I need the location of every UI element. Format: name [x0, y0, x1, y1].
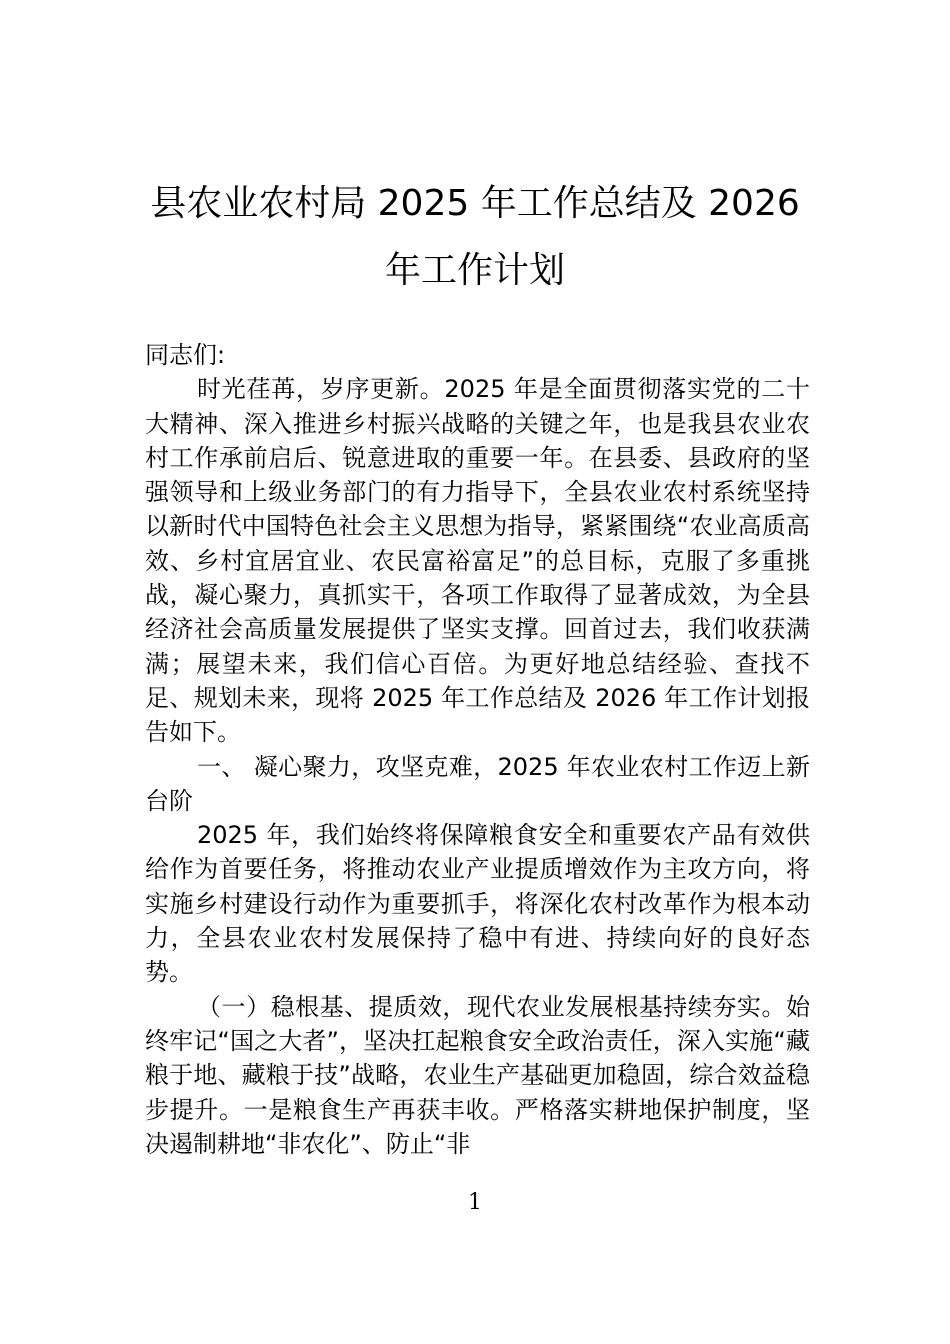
salutation: 同志们: — [145, 341, 226, 369]
paragraph-subsection-1: （一）稳根基、提质效，现代农业发展根基持续夯实。始终牢记“国之大者”，坚决扛起粮食安全政治责任，深入实施“藏粮于地、藏粮于技”战略，农业生产基础更加稳固，综合效益稳步提升。一是粮食生产再获丰收。严格落实耕地保护制度，坚决遏制耕地“非农化”、防止“非 — [145, 992, 810, 1158]
paragraph-overview: 2025 年，我们始终将保障粮食安全和重要农产品有效供给作为首要任务，将推动农业产业提质增效作为主攻方向，将实施乡村建设行动作为重要抓手，将深化农村改革作为根本动力，全县农业农村发展保持了稳中有进、持续向好的良好态势。 — [145, 821, 810, 987]
section-heading-1: 一、 凝心聚力，攻坚克难，2025 年农业农村工作迈上新台阶 — [145, 752, 810, 815]
paragraph-intro: 时光荏苒，岁序更新。2025 年是全面贯彻落实党的二十大精神、深入推进乡村振兴战略的关键之年，也是我县农业农村工作承前启后、锐意进取的重要一年。在县委、县政府的坚强领导和上级业务部门的有力指导下，全县农业农村系统坚持以新时代中国特色社会主义思想为指导，紧紧围绕“农业高质高效、乡村宜居宜业、农民富裕富足”的总目标，克服了多重挑战，凝心聚力，真抓实干，各项工作取得了显著成效，为全县经济社会高质量发展提供了坚实支撑。回首过去，我们收获满满；展望未来，我们信心百倍。为更好地总结经验、查找不足、规划未来，现将 2025 年工作总结及 2026 年工作计划报告如下。 — [145, 375, 810, 747]
document-body — [145, 338, 810, 1161]
page-number: 1 — [468, 1190, 482, 1215]
document-title: 县农业农村局 2025 年工作总结及 2026 年工作计划 — [150, 183, 800, 291]
